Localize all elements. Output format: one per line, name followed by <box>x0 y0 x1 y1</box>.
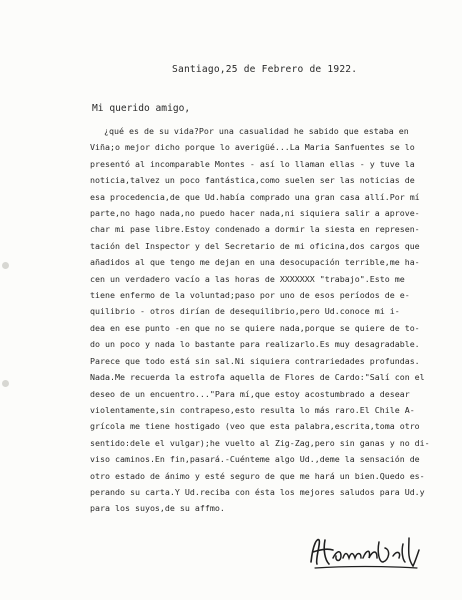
punch-hole <box>2 262 9 269</box>
letter-line: viso caminos.En fin,pasará.-Cuénteme algo Ud.,deme la sensación de <box>90 454 420 465</box>
letter-line: quilibrio - otros dirían de desequilibrio,pero Ud.conoce mi i- <box>90 306 400 317</box>
letter-line: Parece que todo está sin sal.Ni siquiera contrariedades profundas. <box>90 355 420 366</box>
handwritten-signature <box>305 532 425 572</box>
letter-line: deseo de un encuentro..."Para mí,que estoy acostumbrado a desear <box>90 388 410 399</box>
punch-hole <box>2 380 9 387</box>
letter-line: para los suyos,de su affmo. <box>90 503 225 514</box>
letter-line: otro estado de ánimo y esté seguro de que me hará un bien.Quedo es- <box>90 470 425 481</box>
letter-line: esa procedencia,de que Ud.había comprado una gran casa allí.Por mí <box>90 191 420 202</box>
letter-date: Santiago,25 de Febrero de 1922. <box>172 64 358 75</box>
letter-line: grícola me tiene hostigado (veo que esta palabra,escrita,toma otro <box>90 421 420 432</box>
letter-line: tación del Inspector y del Secretario de mi oficina,dos cargos que <box>90 240 420 251</box>
letter-line: presentó al incomparable Montes - así lo llaman ellas - y tuve la <box>90 158 415 169</box>
letter-line: noticia,talvez un poco fantástica,como suelen ser las noticias de <box>90 175 415 186</box>
letter-line: char mi pase libre.Estoy condenado a dormir la siesta en represen- <box>90 224 420 235</box>
letter-line: Nada.Me recuerda la estrofa aquella de Flores de Cardo:"Salí con el <box>90 372 425 383</box>
letter-line: tiene enfermo de la voluntad;paso por uno de esos períodos de e- <box>90 290 410 301</box>
letter-body <box>90 123 452 517</box>
letter-line: violentamente,sin contrapeso,esto resulta lo más raro.El Chile A- <box>90 404 415 415</box>
letter-line: ¿qué es de su vida?Por una casualidad he sabido que estaba en <box>104 126 409 136</box>
letter-line: parte,no hago nada,no puedo hacer nada,ni siquiera salir a aprove- <box>90 208 420 219</box>
letter-line: perando su carta.Y Ud.reciba con ésta los mejores saludos para Ud.y <box>90 486 425 497</box>
letter-line: añadidos al que tengo me dejan en una desocupación terrible,me ha- <box>90 257 420 268</box>
letter-line: do un poco y nada lo bastante para realizarlo.Es muy desagradable. <box>90 339 420 350</box>
letter-line: dea en ese punto -en que no se quiere nada,porque se quiere de to- <box>90 322 420 333</box>
salutation: Mi querido amigo, <box>92 103 191 114</box>
letter-line: cen un verdadero vacío a las horas de XXXXXXX "trabajo".Esto me <box>90 273 405 284</box>
letter-line: Viña;o mejor dicho porque lo averigüé...La Maria Sanfuentes se lo <box>90 142 415 153</box>
letter-line: sentido:dele el vulgar);he vuelto al Zig-Zag,pero sin ganas y no di- <box>90 437 430 448</box>
